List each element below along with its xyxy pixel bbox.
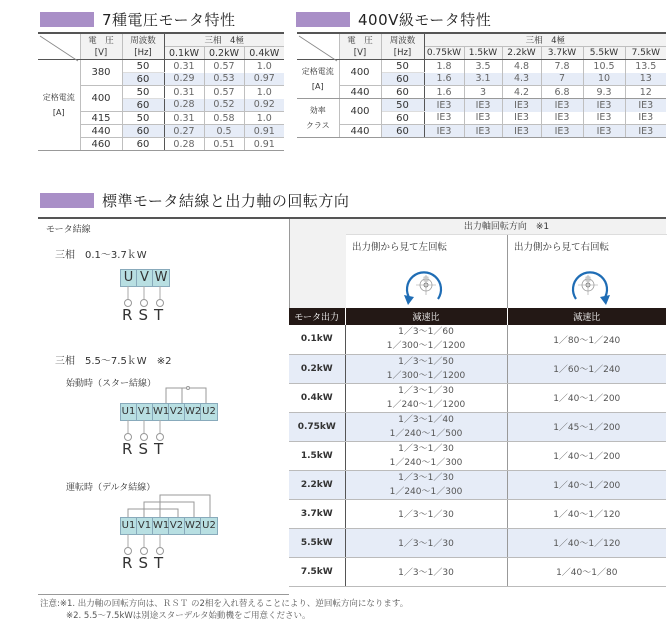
value-cell: 6.8 [541,86,583,99]
value-cell: 0.57 [204,60,244,73]
value-cell: 10 [583,73,625,86]
col-header: 7.5kW [625,47,666,60]
seven-voltage-table [38,32,284,151]
value-cell: 1.6 [424,86,464,99]
value-cell: IE3 [625,99,666,112]
value-cell: 1.6 [424,73,464,86]
left-ratio-cell: 1／3～1／30 1／240～1／1200 [345,383,507,412]
value-cell: IE3 [424,112,464,125]
voltage-cell: 460 [80,138,122,151]
terminal-u1: U1 [121,518,137,534]
power-cell: 0.4kW [289,383,345,412]
right-ratio-cell: 1／40～1／120 [507,499,666,528]
terminal-w: W [154,270,168,285]
star-terminal-block [120,403,218,421]
value-cell: 0.52 [204,99,244,112]
value-cell: 0.29 [164,73,204,86]
col-header: 0.1kW [164,47,204,60]
value-cell: 0.97 [244,73,284,86]
section-title-bar [40,193,94,208]
delta-label: 運転時（デルタ結線） [66,483,156,493]
value-cell: 0.92 [244,99,284,112]
value-cell: 0.91 [244,138,284,151]
note-2: ※2. 5.5～7.5kWは別途スターデルタ始動機をご用意ください。 [66,611,311,621]
value-cell: IE3 [464,112,502,125]
ratio-row [289,412,666,441]
power-cell: 0.1kW [289,325,345,354]
value-cell: IE3 [502,125,541,138]
value-cell: 13 [625,73,666,86]
left-ratio-cell: 1／3～1／30 [345,528,507,557]
section-title-wiring [40,189,349,211]
corner-diagonal [297,33,339,60]
right-ratio-cell: 1／40～1／200 [507,441,666,470]
voltage-cell: 400 [339,99,381,125]
small-wire-leads [120,286,170,308]
cw-rotation-icon [560,255,616,307]
small-terminal-block [120,269,170,287]
value-cell: 0.31 [164,86,204,99]
col-header: 0.75kW [424,47,464,60]
ratio-row [289,441,666,470]
terminal-u: U [121,270,137,286]
ratio-row [289,528,666,557]
value-cell: IE3 [541,125,583,138]
col-header: 0.4kW [244,47,284,60]
section-title-bar [296,12,350,27]
voltage-cell: 380 [80,60,122,86]
value-cell: 4.2 [502,86,541,99]
power-cell: 1.5kW [289,441,345,470]
value-cell: 13.5 [635,60,657,72]
terminal-w2: W2 [185,518,201,534]
value-cell: IE3 [424,99,464,112]
section-title-7-voltage [40,8,235,30]
rotation-direction-header: 出力軸回転方向 ※1 [346,219,667,235]
ratio-row [289,383,666,412]
value-cell: 1.8 [424,60,464,73]
freq-unit: [Hz] [122,47,164,60]
hz-cell: 50 [122,60,164,73]
terminal-w1: W1 [153,404,169,420]
freq-header: 周波数 [381,33,424,47]
voltage-cell: 400 [339,60,381,86]
notes [40,598,408,622]
value-cell: 4.8 [502,60,541,73]
value-cell: 7 [541,73,583,86]
voltage-header: 電 圧 [339,33,381,47]
ratio-right-header: 減速比 [507,308,666,325]
left-ratio-cell: 1／3～1／30 [345,499,507,528]
voltage-cell: 400 [80,86,122,112]
voltage-cell: 440 [339,86,381,99]
small-range-label: 三相 0.1～3.7ｋW [55,250,147,261]
group-header: 三相 4極 [424,33,666,47]
col-header: 1.5kW [464,47,502,60]
voltage-cell: 440 [80,125,122,138]
col-header: 3.7kW [541,47,583,60]
rated-current-label: 定格電流 [A] [297,60,339,99]
right-ratio-cell: 1／40～1／200 [507,470,666,499]
voltage-cell: 440 [339,125,381,138]
large-range-label: 三相 5.5～7.5ｋW ※2 [55,356,172,367]
left-ratio-cell: 1／3～1／60 1／300～1／1200 [345,325,507,354]
terminal-u2: U2 [201,518,217,534]
value-cell: 9.3 [583,86,625,99]
delta-wire-leads [120,534,170,556]
400v-motor-table [297,32,666,138]
hz-cell: 60 [122,99,164,112]
left-ratio-cell: 1／3～1／30 [345,557,507,586]
col-header: 5.5kW [583,47,625,60]
value-cell: 0.31 [164,112,204,125]
right-ratio-cell: 1／60～1／240 [507,354,666,383]
ratio-left-header: 減速比 [345,308,507,325]
value-cell: 0.57 [204,86,244,99]
ccw-rotation-icon [398,255,454,307]
value-cell: 12 [625,86,666,99]
value-cell: 3.1 [464,73,502,86]
terminal-u1: U1 [121,404,137,420]
hz-cell: 50 [122,112,164,125]
group-header: 三相 4極 [164,33,284,47]
value-cell: 0.28 [164,99,204,112]
value-cell: IE3 [464,99,502,112]
voltage-header: 電 圧 [80,33,122,47]
voltage-unit: [V] [80,47,122,60]
terminal-v2: V2 [169,518,185,534]
left-ratio-cell: 1／3～1／50 1／300～1／1200 [345,354,507,383]
value-cell: IE3 [625,125,666,138]
hz-cell: 50 [381,99,424,112]
hz-cell: 60 [381,73,424,86]
value-cell: 7.8 [541,60,583,73]
col-header: 2.2kW [502,47,541,60]
motor-output-header: モータ出力 [289,308,345,325]
value-cell: 0.51 [204,138,244,151]
value-cell: IE3 [583,99,625,112]
hz-cell: 50 [122,86,164,99]
star-jumper [156,384,216,404]
power-cell: 0.75kW [289,412,345,441]
efficiency-class-label: 効率 クラス [297,99,339,138]
value-cell: IE3 [583,112,625,125]
rotation-ratio-table [289,308,666,587]
value-cell: IE3 [424,125,464,138]
note-1: 注意:※1. 出力軸の回転方向は、ＲＳＴ の2相を入れ替えることにより、逆回転方向になります。 [40,599,409,609]
value-cell: IE3 [464,125,502,138]
hz-cell: 60 [381,112,424,125]
rotation-header-panel [289,219,666,308]
right-ratio-cell: 1／80～1／240 [507,325,666,354]
value-cell: 0.91 [244,125,284,138]
value-cell: 0.27 [164,125,204,138]
value-cell: 0.31 [164,60,204,73]
value-cell: 1.0 [256,86,272,98]
ratio-row [289,499,666,528]
freq-unit: [Hz] [381,47,424,60]
value-cell: 0.58 [204,112,244,125]
right-ratio-cell: 1／40～1／200 [507,383,666,412]
section-title-400v [296,8,491,30]
star-label: 始動時（スター結線） [66,379,157,389]
ratio-row [289,557,666,586]
star-wire-leads [120,420,170,442]
delta-rst-labels: RST [122,554,170,572]
power-cell: 5.5kW [289,528,345,557]
value-cell: 0.53 [204,73,244,86]
value-cell: IE3 [583,125,625,138]
hz-cell: 60 [122,73,164,86]
power-cell: 2.2kW [289,470,345,499]
section-title-bar [40,12,94,27]
hz-cell: 60 [381,125,424,138]
section-title-text: 7種電圧モータ特性 [102,10,236,29]
terminal-v: V [137,270,153,286]
terminal-v1: V1 [137,518,153,534]
col-header: 0.2kW [204,47,244,60]
value-cell: 3.5 [464,60,502,73]
value-cell: IE3 [541,112,583,125]
value-cell: IE3 [625,112,666,125]
value-cell: 10.5 [583,60,625,73]
terminal-v1: V1 [137,404,153,420]
power-cell: 0.2kW [289,354,345,383]
small-rst-labels: RST [122,306,170,324]
wiring-panel [38,219,289,595]
power-cell: 7.5kW [289,557,345,586]
terminal-u2: U2 [201,404,217,420]
hz-cell: 50 [381,60,424,73]
hz-cell: 60 [381,86,424,99]
delta-jumpers [120,491,220,519]
hz-cell: 60 [122,138,164,151]
delta-terminal-block [120,517,218,535]
left-rotation-cell [346,235,508,308]
value-cell: 1.0 [244,112,284,125]
left-rotation-label: 出力側から見て左回転 [352,242,448,253]
value-cell: IE3 [502,112,541,125]
terminal-w2: W2 [185,404,201,420]
terminal-w1: W1 [153,518,169,534]
value-cell: 3 [464,86,502,99]
value-cell: 0.28 [164,138,204,151]
ratio-row [289,354,666,383]
value-cell: 1.0 [256,60,272,72]
corner-diagonal [38,33,80,60]
value-cell: IE3 [502,99,541,112]
terminal-v2: V2 [169,404,185,420]
right-ratio-cell: 1／40～1／120 [507,528,666,557]
section-title-text: 標準モータ結線と出力軸の回転方向 [102,191,350,210]
section-title-text: 400V級モータ特性 [358,10,492,29]
star-rst-labels: RST [122,440,170,458]
value-cell: 0.5 [204,125,244,138]
voltage-unit: [V] [339,47,381,60]
value-cell: 4.3 [502,73,541,86]
right-ratio-cell: 1／40～1／80 [507,557,666,586]
hz-cell: 60 [122,125,164,138]
right-ratio-cell: 1／45～1／200 [507,412,666,441]
value-cell: IE3 [541,99,583,112]
wiring-heading: モータ結線 [46,225,91,235]
right-rotation-label: 出力側から見て右回転 [514,242,610,253]
voltage-cell: 415 [80,112,122,125]
right-rotation-cell [508,235,667,308]
left-ratio-cell: 1／3～1／40 1／240～1／500 [345,412,507,441]
rated-current-label: 定格電流 [A] [38,60,80,151]
ratio-row [289,325,666,354]
left-ratio-cell: 1／3～1／30 1／240～1／300 [345,441,507,470]
power-cell: 3.7kW [289,499,345,528]
ratio-row [289,470,666,499]
left-ratio-cell: 1／3～1／30 1／240～1／300 [345,470,507,499]
freq-header: 周波数 [122,33,164,47]
